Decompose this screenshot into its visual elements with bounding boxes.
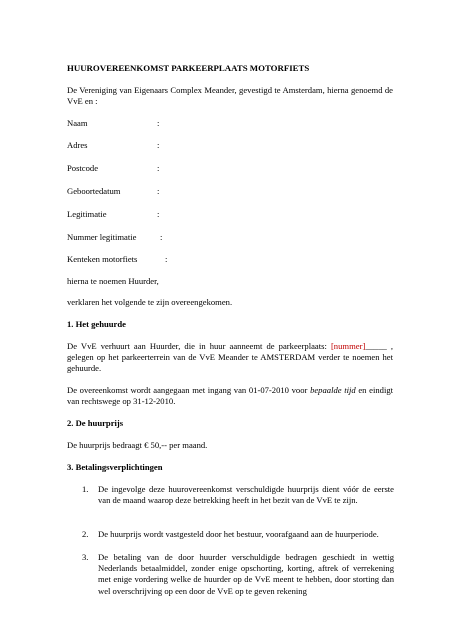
field-colon: : [157, 209, 160, 219]
field-colon: : [160, 232, 163, 242]
list-number: 3. [82, 552, 89, 562]
field-label-postcode: Postcode [67, 163, 99, 173]
section-heading-3: 3. Betalingsverplichtingen [67, 462, 163, 472]
section-heading-2: 2. De huurprijs [67, 418, 124, 428]
field-colon: : [157, 186, 160, 196]
field-label-legitimatie: Legitimatie [67, 209, 107, 219]
section-1-paragraph-2 [67, 385, 393, 407]
list-item-text: De huurprijs wordt vastgesteld door het bestuur, voorafgaand aan de huurperiode. [98, 529, 379, 539]
document-title: HUUROVEREENKOMST PARKEERPLAATS MOTORFIETS [67, 63, 310, 73]
list-item-text: De betaling van de door huurder verschuldigde bedragen geschiedt in wettig Nederlands betaalmiddel, zonder enige opschorting, korting, aftrek of verrekening met enige vordering welke de huurder op de VvE meent te hebben, door storting dan wel overschrijving op een door de VvE op te geven rekening [98, 552, 394, 596]
field-label-geboortedatum: Geboortedatum [67, 186, 121, 196]
list-number: 1. [82, 484, 89, 494]
italic-term: bepaalde tijd [310, 385, 356, 395]
field-label-naam: Naam [67, 118, 88, 128]
field-colon: : [157, 163, 160, 173]
text-span: _____ , gelegen op het parkeerterrein van de VvE Meander te AMSTERDAM verder te noemen het gehuurde. [67, 341, 394, 374]
hereafter-text: hierna te noemen Huurder, [67, 276, 159, 286]
section-heading-1: 1. Het gehuurde [67, 319, 126, 329]
text-span: De VvE verhuurt aan Huurder, die in huur aanneemt de parkeerplaats: [67, 341, 331, 351]
section-2-paragraph-1: De huurprijs bedraagt € 50,-- per maand. [67, 440, 208, 450]
text-span: De overeenkomst wordt aangegaan met ingang van 01-07-2010 voor [67, 385, 311, 395]
field-colon: : [157, 140, 160, 150]
field-label-nummer-legitimatie: Nummer legitimatie [67, 232, 137, 242]
field-label-adres: Adres [67, 140, 88, 150]
text-span: en eindigt van rechtswege op 31-12-2010. [67, 385, 394, 407]
field-colon: : [165, 254, 168, 264]
list-item-text: De ingevolge deze huurovereenkomst verschuldigde huurprijs dient vóór de eerste van de maand waarop deze betrekking heeft in het bezit van de VvE te zijn. [98, 484, 394, 506]
section-1-paragraph-1 [67, 341, 393, 375]
intro-paragraph: De Vereniging van Eigenaars Complex Meander, gevestigd te Amsterdam, hierna genoemd de VvE en : [67, 85, 393, 107]
placeholder-reference: [nummer] [330, 341, 366, 351]
declare-text: verklaren het volgende te zijn overeengekomen. [67, 297, 233, 307]
field-label-kenteken: Kenteken motorfiets [67, 254, 138, 264]
list-number: 2. [82, 529, 89, 539]
field-colon: : [157, 118, 160, 128]
